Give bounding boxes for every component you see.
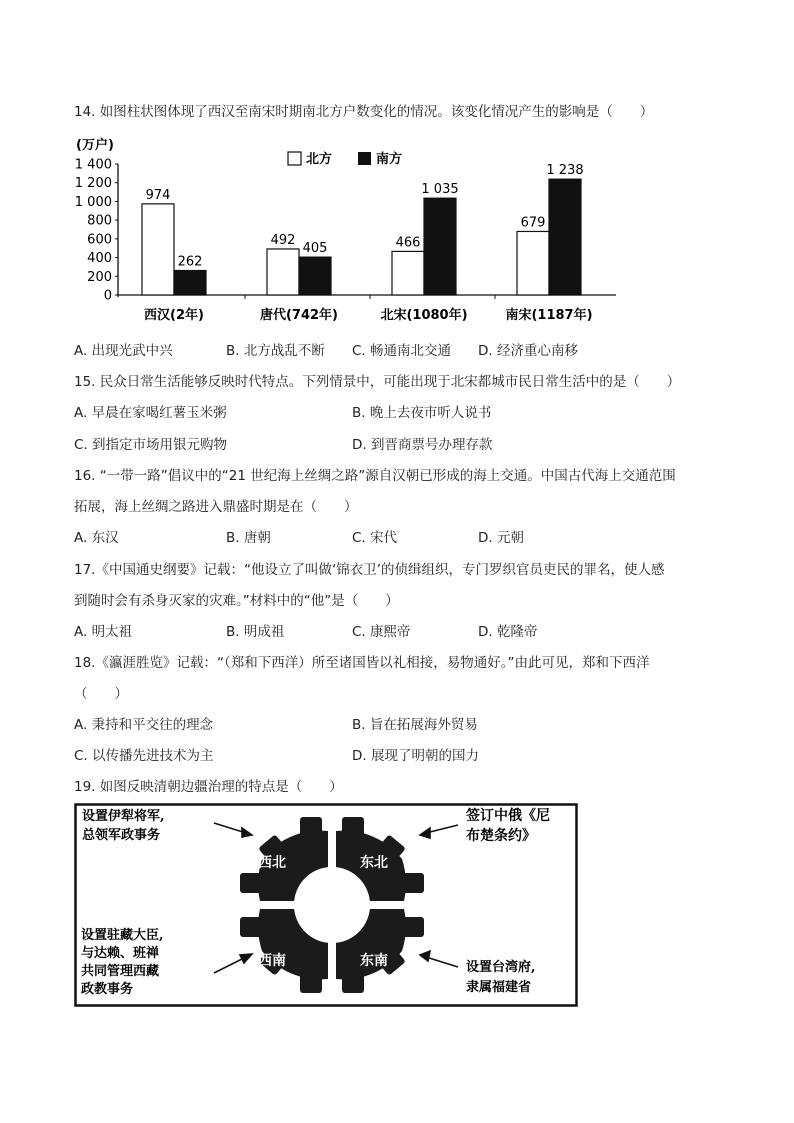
- quadrant-label-northeast: 东北: [360, 855, 388, 871]
- y-tick-label: 800: [87, 213, 112, 229]
- bar-south: [424, 198, 456, 295]
- q14-option-a: A. 出现光武中兴: [74, 343, 173, 359]
- y-tick-label: 0: [103, 288, 112, 304]
- bar-value-label: 405: [302, 241, 328, 257]
- q17-option-b: B. 明成祖: [226, 624, 285, 640]
- bar-value-label: 466: [395, 235, 421, 251]
- chart-bars: [142, 163, 584, 295]
- note-northwest-line1: 设置伊犁将军,: [82, 809, 165, 824]
- note-southeast-line1: 设置台湾府,: [466, 960, 536, 975]
- q18-stem-line2: （ ）: [74, 686, 128, 702]
- q17-option-a: A. 明太祖: [74, 624, 133, 640]
- q15-stem: 15. 民众日常生活能够反映时代特点。下列情景中，可能出现于北宋都城市民日常生活中的是（ ）: [74, 374, 681, 390]
- gear-center-hole: [294, 867, 370, 943]
- note-northwest-line2: 总领军政事务: [82, 828, 161, 843]
- q18-option-d: D. 展现了明朝的国力: [352, 748, 479, 764]
- q15-option-a: A. 早晨在家喝红薯玉米粥: [74, 405, 227, 421]
- q17-option-c: C. 康熙帝: [352, 624, 411, 640]
- q14-bar-chart: [64, 130, 624, 330]
- quadrant-label-southeast: 东南: [360, 953, 388, 969]
- y-tick-label: 1 400: [74, 157, 112, 173]
- q15-option-b: B. 晚上去夜市听人说书: [352, 405, 492, 421]
- q16-option-a: A. 东汉: [74, 530, 119, 546]
- bar-south: [299, 257, 331, 295]
- q14-option-d: D. 经济重心南移: [478, 343, 578, 359]
- legend-label-north: 北方: [306, 152, 333, 167]
- bar-value-label: 974: [145, 187, 171, 203]
- bar-north: [517, 231, 549, 295]
- q17-stem-line2: 到随时会有杀身灭家的灾难。”材料中的“他”是（ ）: [74, 593, 399, 609]
- note-northeast-line1: 签订中俄《尼: [466, 808, 550, 824]
- bar-north: [142, 204, 174, 295]
- x-category-label: 西汉(2年): [144, 308, 204, 323]
- note-southwest-line3: 共同管理西藏: [81, 964, 160, 979]
- bar-value-label: 679: [520, 215, 546, 231]
- bar-north: [392, 251, 424, 295]
- legend-label-south: 南方: [376, 152, 403, 167]
- bar-value-label: 1 035: [421, 182, 459, 198]
- q15-option-c: C. 到指定市场用银元购物: [74, 437, 228, 453]
- note-southwest-line4: 政教事务: [81, 982, 134, 997]
- y-tick-label: 200: [87, 269, 112, 285]
- q16-option-c: C. 宋代: [352, 530, 398, 546]
- bar-north: [267, 249, 299, 295]
- chart-x-axis: [144, 295, 593, 323]
- bar-south: [174, 270, 206, 295]
- bar-value-label: 1 238: [546, 163, 584, 179]
- bar-value-label: 492: [270, 232, 296, 248]
- q16-stem-line1: 16. “一带一路”倡议中的“21 世纪海上丝绸之路”源自汉朝已形成的海上交通。中国古代海上交通范围: [74, 468, 676, 484]
- y-tick-label: 1 000: [74, 194, 112, 210]
- note-northeast-line2: 布楚条约》: [466, 828, 536, 844]
- quadrant-label-southwest: 西南: [258, 953, 286, 969]
- q17-option-d: D. 乾隆帝: [478, 624, 538, 640]
- q19-frontier-diagram: [74, 803, 578, 1007]
- q14-option-c: C. 畅通南北交通: [352, 343, 452, 359]
- legend-swatch-north: [288, 152, 301, 165]
- x-category-label: 唐代(742年): [259, 308, 339, 323]
- q16-stem-line2: 拓展，海上丝绸之路进入鼎盛时期是在（ ）: [74, 499, 358, 515]
- chart-y-unit: (万户): [76, 138, 114, 153]
- y-tick-label: 400: [87, 251, 112, 267]
- y-tick-label: 1 200: [74, 176, 112, 192]
- note-southwest-line1: 设置驻藏大臣,: [81, 928, 164, 943]
- y-tick-label: 600: [87, 232, 112, 248]
- q18-stem-line1: 18.《瀛涯胜览》记载：“（郑和下西洋）所至诸国皆以礼相接，易物通好。”由此可见，郑和下西洋: [74, 655, 650, 671]
- legend-swatch-south: [358, 152, 371, 165]
- chart-y-axis: [75, 158, 118, 304]
- note-southeast-line2: 隶属福建省: [466, 980, 532, 995]
- q16-option-b: B. 唐朝: [226, 530, 271, 546]
- q14-option-b: B. 北方战乱不断: [226, 343, 325, 359]
- q14-stem: 14. 如图柱状图体现了西汉至南宋时期南北方户数变化的情况。该变化情况产生的影响是（ ）: [74, 104, 654, 120]
- q18-option-b: B. 旨在拓展海外贸易: [352, 717, 478, 733]
- q17-stem-line1: 17.《中国通史纲要》记载：“他设立了叫做‘锦衣卫’的侦缉组织，专门罗织官员吏民的罪名，使人感: [74, 562, 665, 578]
- q18-option-a: A. 秉持和平交往的理念: [74, 717, 214, 733]
- chart-legend: [288, 151, 402, 167]
- x-category-label: 北宋(1080年): [380, 308, 468, 323]
- note-southwest-line2: 与达赖、班禅: [81, 946, 160, 961]
- q18-option-c: C. 以传播先进技术为主: [74, 748, 214, 764]
- x-category-label: 南宋(1187年): [505, 308, 593, 323]
- q19-stem: 19. 如图反映清朝边疆治理的特点是（ ）: [74, 779, 343, 795]
- q16-option-d: D. 元朝: [478, 530, 524, 546]
- quadrant-label-northwest: 西北: [258, 855, 286, 871]
- bar-value-label: 262: [177, 254, 203, 270]
- q15-option-d: D. 到晋商票号办理存款: [352, 437, 493, 453]
- bar-south: [549, 179, 581, 295]
